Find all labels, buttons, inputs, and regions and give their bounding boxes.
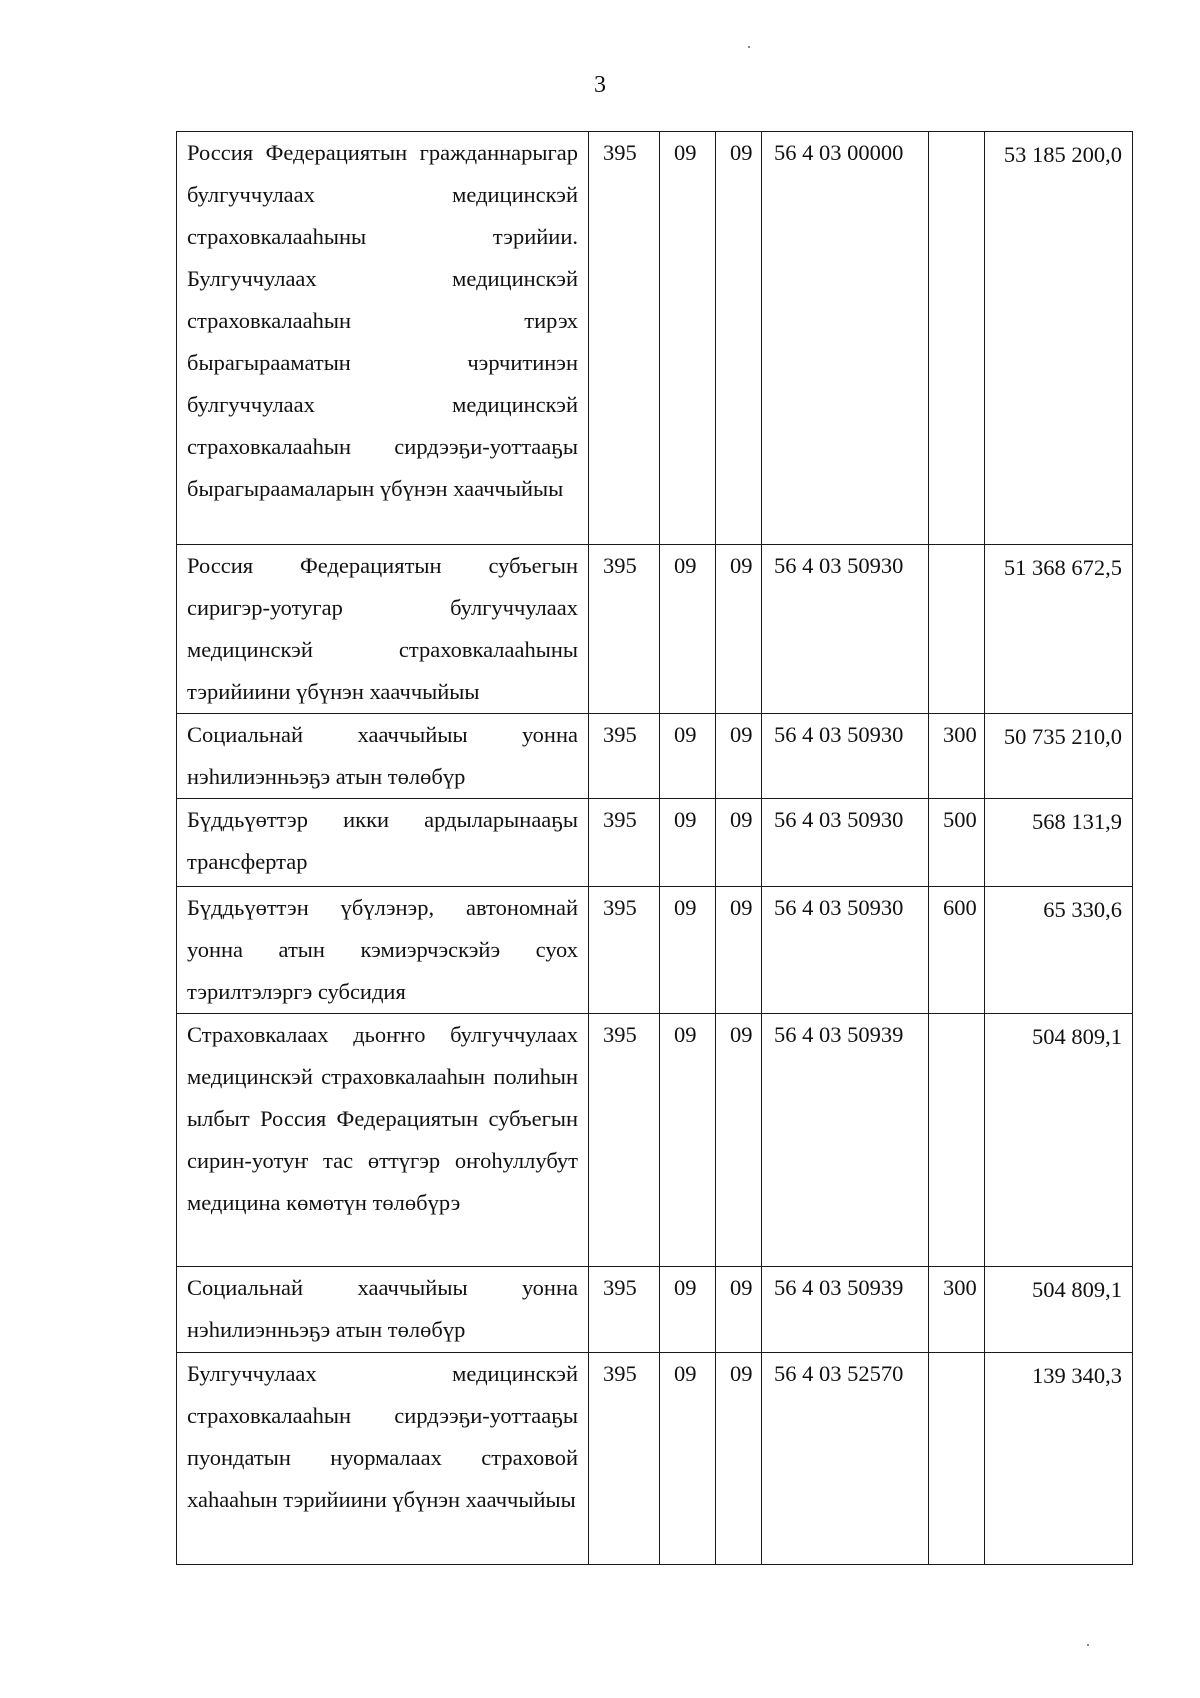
cell-rz: 09 xyxy=(660,799,716,887)
page-number: 3 xyxy=(594,72,606,98)
cell-gr: 395 xyxy=(589,1353,660,1565)
row-description: Страховкалаах дьоҥҥо булгуччулаах медицинскэй страховкалааһын полиһын ылбыт Россия Федерациятын субъегын сирин-уотуҥ тас өттүгэр оҥоһуллубут медицина көмөтүн төлөбүрэ xyxy=(177,1014,589,1267)
cell-rz: 09 xyxy=(660,545,716,714)
cell-rz: 09 xyxy=(660,1353,716,1565)
cell-rz: 09 xyxy=(660,887,716,1014)
scan-speck xyxy=(1087,1644,1089,1646)
table-row xyxy=(177,545,1133,714)
cell-amount: 51 368 672,5 xyxy=(985,545,1133,714)
row-description: Бүддьүөттэн үбүлэнэр, автономнай уонна атын кэмиэрчэскэйэ суох тэрилтэлэргэ субсидия xyxy=(177,887,589,1014)
cell-rz: 09 xyxy=(660,1014,716,1267)
cell-pr: 09 xyxy=(716,799,762,887)
cell-amount: 65 330,6 xyxy=(985,887,1133,1014)
cell-pr: 09 xyxy=(716,887,762,1014)
cell-csr: 56 4 03 50939 xyxy=(762,1014,929,1267)
row-description: Булгуччулаах медицинскэй страховкалааһын сирдээҕи-уоттааҕы пуондатын нуормалаах страховой хаһааһын тэрийиини үбүнэн хааччыйыы xyxy=(177,1353,589,1565)
row-description: Социальнай хааччыйыы уонна нэһилиэнньэҕэ атын төлөбүр xyxy=(177,714,589,799)
cell-csr: 56 4 03 50930 xyxy=(762,887,929,1014)
cell-vr xyxy=(929,132,985,545)
table-row xyxy=(177,132,1133,545)
budget-table xyxy=(176,131,1133,1565)
cell-pr: 09 xyxy=(716,714,762,799)
cell-csr: 56 4 03 50939 xyxy=(762,1267,929,1353)
cell-gr: 395 xyxy=(589,887,660,1014)
cell-rz: 09 xyxy=(660,132,716,545)
cell-vr xyxy=(929,545,985,714)
cell-amount: 139 340,3 xyxy=(985,1353,1133,1565)
cell-gr: 395 xyxy=(589,799,660,887)
cell-vr: 600 xyxy=(929,887,985,1014)
row-description: Россия Федерациятын субъегын сиригэр-уотугар булгуччулаах медицинскэй страховкалааһыны тэрийиини үбүнэн хааччыйыы xyxy=(177,545,589,714)
cell-gr: 395 xyxy=(589,1014,660,1267)
cell-amount: 504 809,1 xyxy=(985,1267,1133,1353)
cell-gr: 395 xyxy=(589,545,660,714)
table-row xyxy=(177,1267,1133,1353)
cell-gr: 395 xyxy=(589,1267,660,1353)
cell-vr: 300 xyxy=(929,714,985,799)
cell-gr: 395 xyxy=(589,714,660,799)
cell-pr: 09 xyxy=(716,545,762,714)
row-description: Россия Федерациятын гражданнарыгар булгуччулаах медицинскэй страховкалааһыны тэрийии. Булгуччулаах медицинскэй страховкалааһын тирэх бырагырааматын чэрчитинэн булгуччулаах медицинскэй страховкалааһын сирдээҕи-уоттааҕы бырагыраамаларын үбүнэн хааччыйыы xyxy=(177,132,589,545)
cell-csr: 56 4 03 50930 xyxy=(762,799,929,887)
table-row xyxy=(177,1014,1133,1267)
cell-amount: 568 131,9 xyxy=(985,799,1133,887)
cell-gr: 395 xyxy=(589,132,660,545)
cell-csr: 56 4 03 50930 xyxy=(762,545,929,714)
cell-amount: 50 735 210,0 xyxy=(985,714,1133,799)
cell-csr: 56 4 03 00000 xyxy=(762,132,929,545)
row-description: Бүддьүөттэр икки ардыларынааҕы трансфертар xyxy=(177,799,589,887)
cell-pr: 09 xyxy=(716,132,762,545)
cell-rz: 09 xyxy=(660,714,716,799)
cell-vr: 300 xyxy=(929,1267,985,1353)
cell-vr xyxy=(929,1353,985,1565)
table-row xyxy=(177,1353,1133,1565)
cell-pr: 09 xyxy=(716,1267,762,1353)
cell-vr xyxy=(929,1014,985,1267)
cell-csr: 56 4 03 50930 xyxy=(762,714,929,799)
table-row xyxy=(177,799,1133,887)
cell-amount: 504 809,1 xyxy=(985,1014,1133,1267)
table-row xyxy=(177,887,1133,1014)
scan-speck xyxy=(748,46,750,48)
cell-amount: 53 185 200,0 xyxy=(985,132,1133,545)
cell-pr: 09 xyxy=(716,1014,762,1267)
row-description: Социальнай хааччыйыы уонна нэһилиэнньэҕэ атын төлөбүр xyxy=(177,1267,589,1353)
cell-pr: 09 xyxy=(716,1353,762,1565)
cell-csr: 56 4 03 52570 xyxy=(762,1353,929,1565)
cell-vr: 500 xyxy=(929,799,985,887)
cell-rz: 09 xyxy=(660,1267,716,1353)
table-row xyxy=(177,714,1133,799)
